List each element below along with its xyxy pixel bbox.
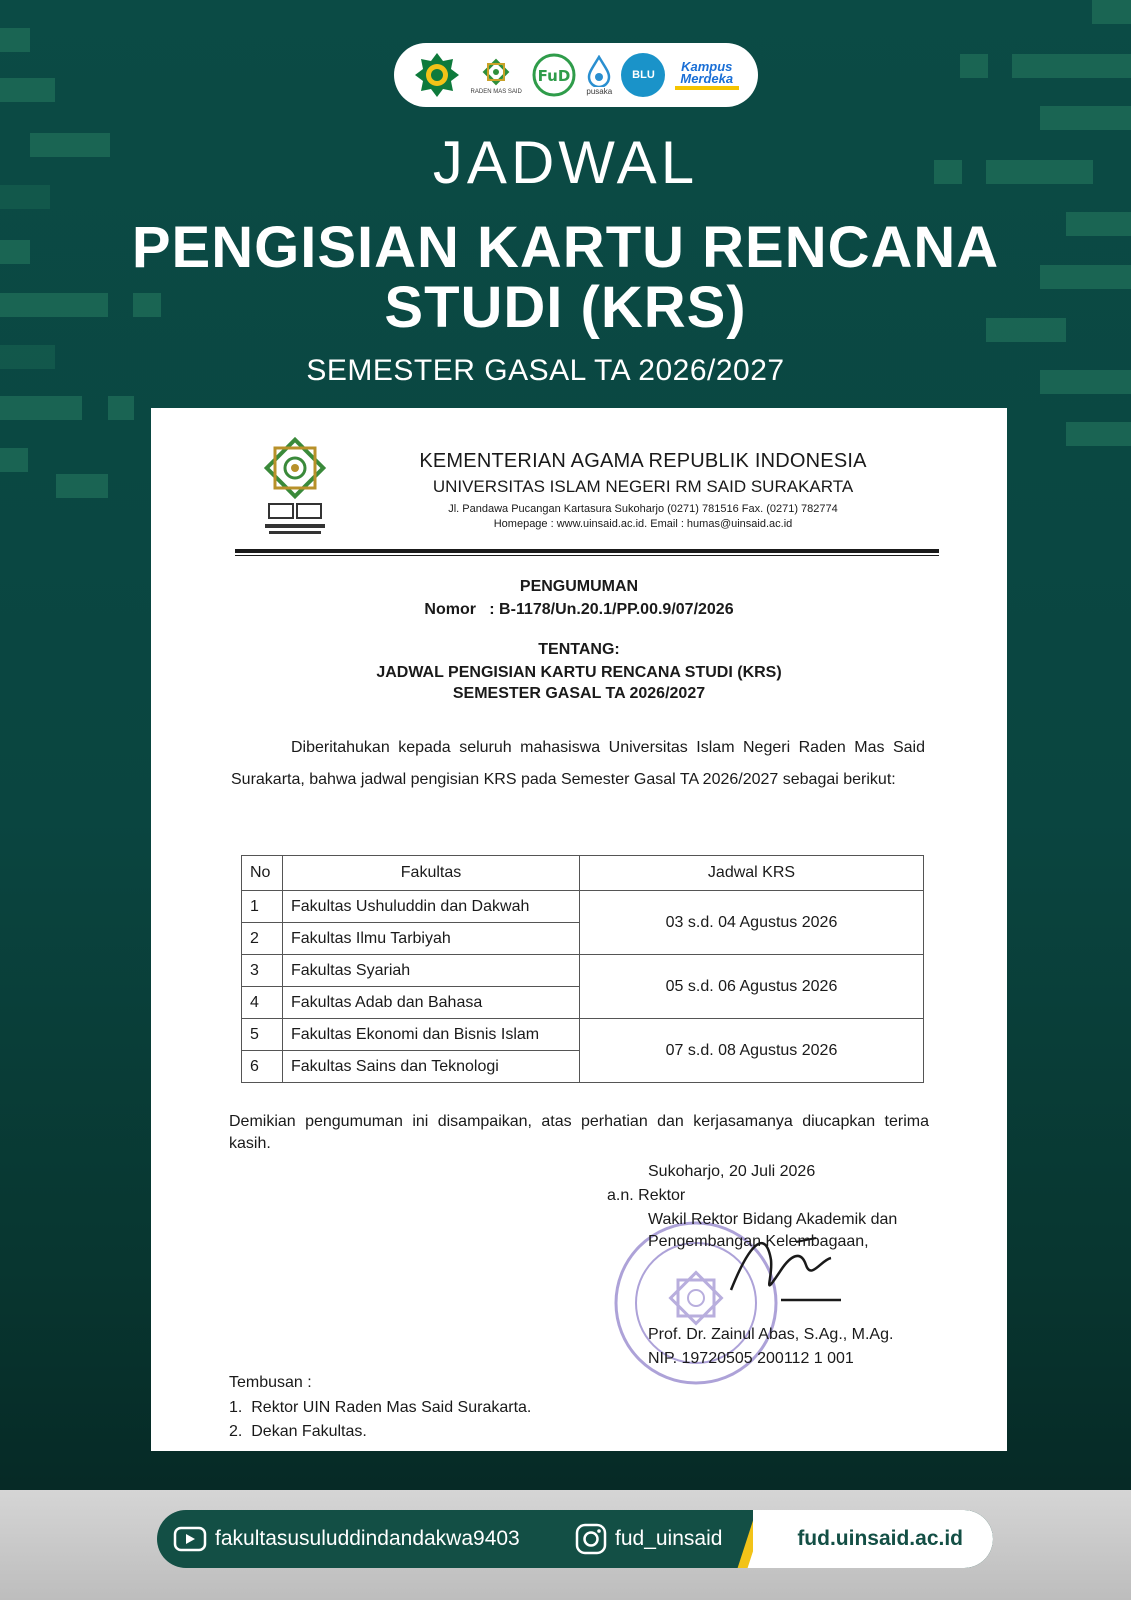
kemenag-logo xyxy=(413,51,461,99)
website-link[interactable]: fud.uinsaid.ac.id xyxy=(797,1527,963,1550)
letter-heading: PENGUMUMAN xyxy=(519,578,639,595)
pusaka-logo xyxy=(586,55,612,96)
youtube-handle: fakultasusuluddindandakwa9403 xyxy=(215,1527,520,1550)
letterhead-rule-thick xyxy=(235,549,939,553)
row-fakultas: Fakultas Adab dan Bahasa xyxy=(283,987,580,1019)
pusaka-caption: pusaka xyxy=(586,86,613,96)
tembusan-item: 1. Rektor UIN Raden Mas Said Surakarta. xyxy=(229,1399,532,1416)
table-row xyxy=(242,955,924,987)
kop-address: Jl. Pandawa Pucangan Kartasura Sukoharjo (0271) 781516 Fax. (0271) 782774 xyxy=(448,503,838,515)
uin-raden-mas-said-logo xyxy=(471,55,522,95)
tembusan-label: Tembusan : xyxy=(229,1374,312,1391)
letterhead xyxy=(231,420,931,540)
table-row xyxy=(242,1019,924,1051)
letter-subject-1: JADWAL PENGISIAN KARTU RENCANA STUDI (KRS) xyxy=(376,664,782,681)
row-fakultas: Fakultas Ushuluddin dan Dakwah xyxy=(283,891,580,923)
table-header: No xyxy=(242,856,283,891)
subtitle-semester: SEMESTER GASAL TA 2026/2027 xyxy=(306,354,785,387)
row-no: 3 xyxy=(242,955,283,987)
row-no: 6 xyxy=(242,1051,283,1083)
row-no: 1 xyxy=(242,891,283,923)
uin-seal-logo xyxy=(255,432,335,542)
row-fakultas: Fakultas Syariah xyxy=(283,955,580,987)
letterhead-rule-thin xyxy=(235,555,939,556)
announcement-letter xyxy=(151,408,1007,1451)
letter-body: Diberitahukan kepada seluruh mahasiswa Universitas Islam Negeri Raden Mas Said Surakarta, bahwa jadwal pengisian KRS pada Semester Gasal TA 2026/2027 sebagai berikut: xyxy=(231,739,925,788)
table-header: Jadwal KRS xyxy=(580,856,924,891)
fud-logo xyxy=(531,52,577,98)
instagram-icon xyxy=(575,1523,607,1555)
place-date: Sukoharjo, 20 Juli 2026 xyxy=(648,1163,816,1180)
footer-social-bar xyxy=(157,1510,993,1568)
row-fakultas: Fakultas Ekonomi dan Bisnis Islam xyxy=(283,1019,580,1051)
row-fakultas: Fakultas Sains dan Teknologi xyxy=(283,1051,580,1083)
instagram-handle: fud_uinsaid xyxy=(615,1527,723,1550)
row-fakultas: Fakultas Ilmu Tarbiyah xyxy=(283,923,580,955)
kop-contact: Homepage : www.uinsaid.ac.id. Email : humas@uinsaid.ac.id xyxy=(493,518,793,530)
youtube-icon xyxy=(173,1526,207,1552)
signer-position-1: Wakil Rektor Bidang Akademik dan xyxy=(648,1211,898,1228)
row-jadwal: 07 s.d. 08 Agustus 2026 xyxy=(580,1019,924,1083)
row-jadwal: 05 s.d. 06 Agustus 2026 xyxy=(580,955,924,1019)
letter-number: Nomor : B-1178/Un.20.1/PP.00.9/07/2026 xyxy=(424,601,734,618)
kop-ministry: KEMENTERIAN AGAMA REPUBLIK INDONESIA xyxy=(419,450,867,472)
title-main: PENGISIAN KARTU RENCANA STUDI (KRS) xyxy=(131,215,1000,340)
title-jadwal: JADWAL xyxy=(432,129,699,196)
kampus-merdeka-logo: Kampus Merdeka xyxy=(675,61,739,90)
partner-logos-bar xyxy=(394,43,758,107)
signer-position-2: Pengembangan Kelembagaan, xyxy=(648,1233,869,1250)
signer-nip: NIP. 19720505 200112 1 001 xyxy=(648,1350,854,1367)
blu-logo: BLU xyxy=(621,53,665,97)
tembusan-item: 2. Dekan Fakultas. xyxy=(229,1423,367,1440)
krs-schedule-table xyxy=(241,855,924,1083)
kop-university: UNIVERSITAS ISLAM NEGERI RM SAID SURAKARTA xyxy=(432,477,854,496)
uin-logo-caption: RADEN MAS SAID xyxy=(470,89,522,95)
signer-name: Prof. Dr. Zainul Abas, S.Ag., M.Ag. xyxy=(648,1326,894,1343)
youtube-link[interactable] xyxy=(173,1510,520,1568)
svg-text:FuD: FuD xyxy=(537,67,571,85)
letter-tentang: TENTANG: xyxy=(538,641,620,658)
row-no: 4 xyxy=(242,987,283,1019)
letter-subject-2: SEMESTER GASAL TA 2026/2027 xyxy=(452,685,706,702)
row-jadwal: 03 s.d. 04 Agustus 2026 xyxy=(580,891,924,955)
table-row xyxy=(242,891,924,923)
an-rektor: a.n. Rektor xyxy=(607,1187,686,1204)
letter-closing: Demikian pengumuman ini disampaikan, atas perhatian dan kerjasamanya diucapkan terima kasih. xyxy=(229,1113,929,1152)
table-header: Fakultas xyxy=(283,856,580,891)
row-no: 2 xyxy=(242,923,283,955)
instagram-link[interactable] xyxy=(575,1510,722,1568)
row-no: 5 xyxy=(242,1019,283,1051)
